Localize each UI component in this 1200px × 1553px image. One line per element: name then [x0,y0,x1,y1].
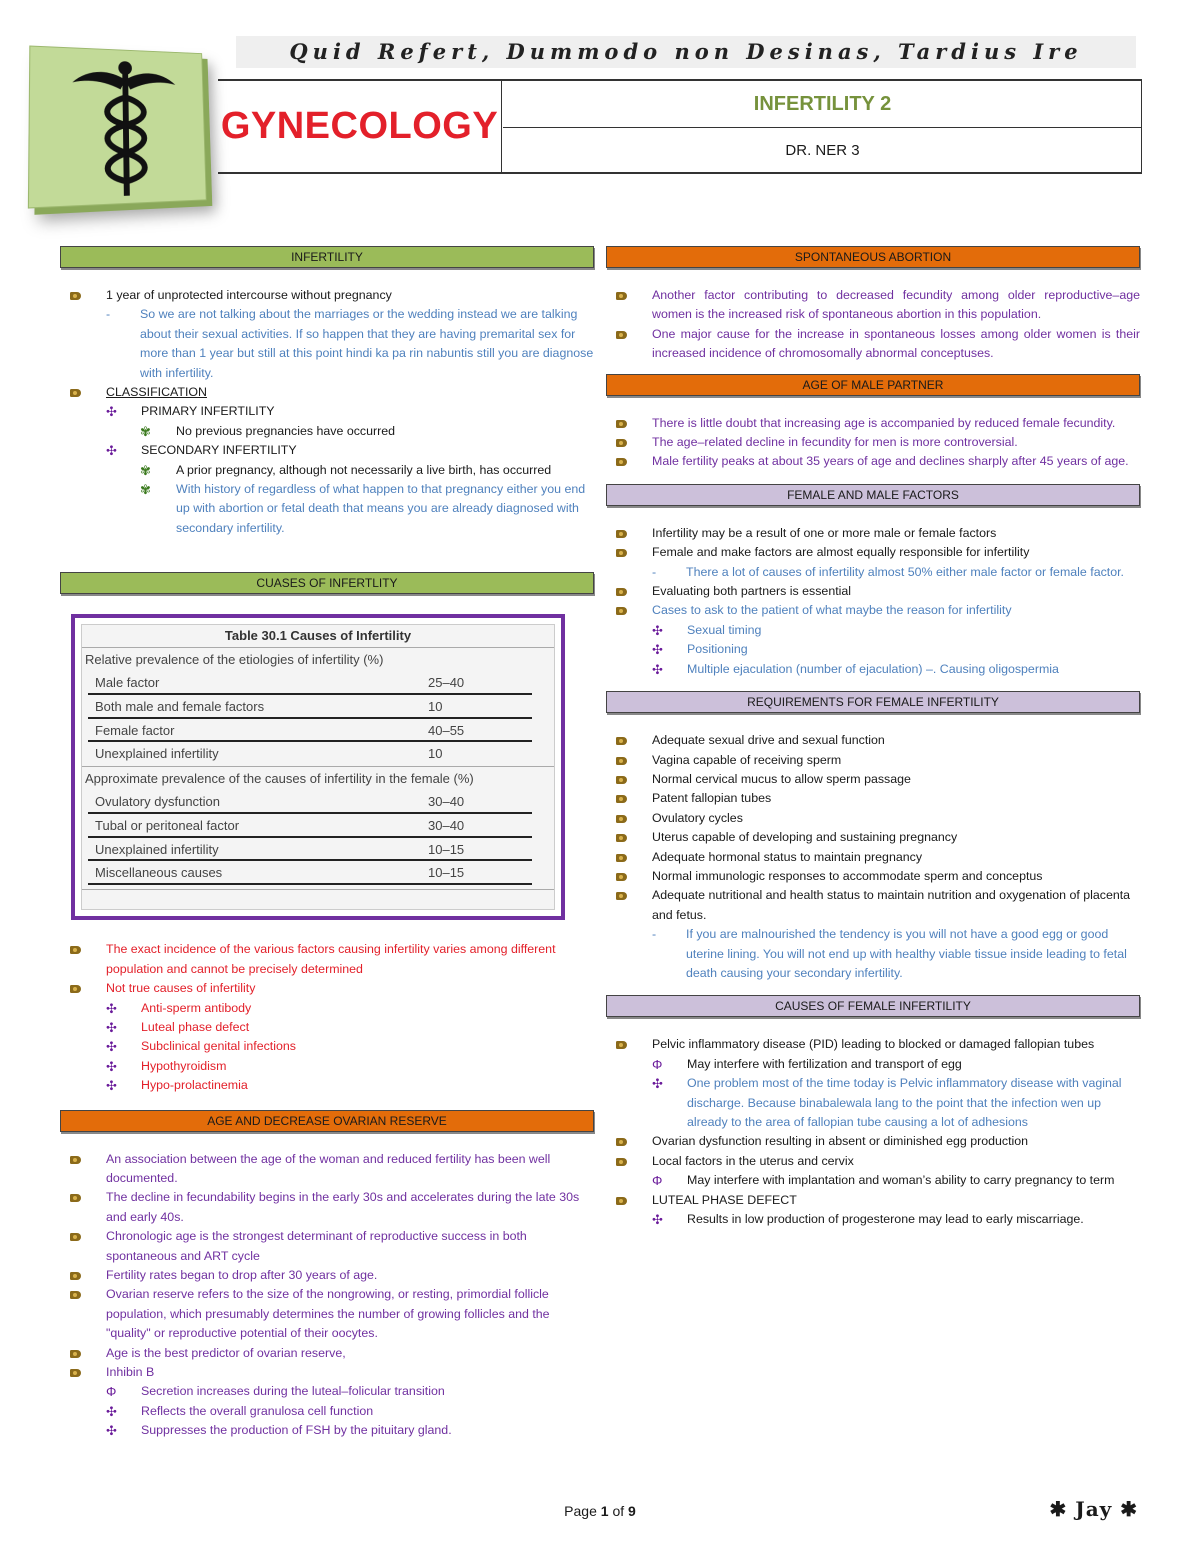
list-item: ✣ Subclinical genital infections [60,1037,594,1056]
table-row: Male factor 25–40 [88,671,532,695]
cross-icon: ✣ [652,1076,663,1092]
subject-cell [218,81,502,172]
title-block [218,79,1142,174]
bullet-icon [70,985,81,993]
ovarian-list [60,1150,594,1441]
cross-icon: ✣ [106,443,117,459]
subject-title: GYNECOLOGY [220,105,499,147]
table-group-header: Approximate prevalence of the causes of infertility in the female (%) [82,766,554,790]
list-item: Φ May interfere with implantation and woman’s ability to carry pregnancy to term [606,1171,1140,1190]
cross-icon: ✣ [652,622,663,638]
list-item: Cases to ask to the patient of what maybe the reason for infertility [606,601,1140,620]
section-header-causes: CUASES OF INFERTLITY [60,572,594,594]
list-item: One major cause for the increase in spontaneous losses among older women is their increased incidence of chromosomally abnormal conceptuses. [606,325,1140,364]
dash-icon: - [106,307,111,322]
list-item: ✾ With history of regardless of what happen to that pregnancy either you end up with abortion or fetal death that means you are already diagnosed with secondary infertility. [140,482,586,535]
list-item: An association between the age of the woman and reduced fertility has been well documented. [60,1150,594,1189]
table-row: Female factor 40–55 [88,719,532,743]
bullet-icon [70,1291,81,1299]
list-item: There is little doubt that increasing age is accompanied by reduced female fecundity. [606,414,1140,433]
bullet-icon [70,389,81,397]
caduceus-icon [70,56,180,200]
bullet-icon [616,607,627,615]
list-item: ✣ Results in low production of progesterone may lead to early miscarriage. [606,1210,1140,1229]
bullet-icon [616,458,627,466]
table-row: Ovulatory dysfunction 30–40 [88,790,532,814]
requirements-list [606,731,1140,983]
list-item: ✣ Luteal phase defect [60,1018,594,1037]
list-item: Φ Secretion increases during the luteal–folicular transition [60,1382,594,1401]
bullet-icon [70,1369,81,1377]
bullet-icon [70,1194,81,1202]
list-item: ✣ Positioning [606,640,1140,659]
list-item: ✣ One problem most of the time today is Pelvic inflammatory disease with vaginal discharge. Because binabalewala lang to the point that the infection wen up already to the area of fallopian tube causing a lot of adhesions [652,1076,1122,1129]
causes-table-figure [71,614,565,920]
topic-cell [503,81,1142,128]
border-line [1141,81,1142,172]
list-item: - If you are malnourished the tendency is you will not have a good egg or good uterine lining. You will not end up with healthy viable tissue inside leading to fetal death causing your secondary infertility. [652,927,1127,980]
lecturer-cell [503,129,1142,172]
table-group-header: Relative prevalence of the etiologies of infertility (%) [82,647,554,671]
leaf-icon: ✾ [140,423,151,439]
list-item: Another factor contributing to decreased fecundity among older reproductive–age women is the increased risk of spontaneous abortion in this population. [606,286,1140,325]
bullet-icon [616,815,627,823]
cross-icon: ✣ [106,1000,117,1016]
section-header-factors: FEMALE AND MALE FACTORS [606,484,1140,506]
bullet-icon [616,439,627,447]
list-item: Φ May interfere with fertilization and transport of egg [606,1055,1140,1074]
list-item: - So we are not talking about the marriages or the wedding instead we are talking about their sexual activities. If so happen that they are having premarital sex for more than 1 year but still at this point hindi ka pa rin nabuntis still you are diagnose with infertility. [106,307,594,380]
list-item: Infertility may be a result of one or more male or female factors [606,524,1140,543]
bullet-icon [70,1350,81,1358]
table-row: Both male and female factors 10 [88,695,532,719]
cross-icon: ✣ [106,1019,117,1035]
list-item: Ovarian reserve refers to the size of the nongrowing, or resting, primordial follicle population, which presumably determines the number of growing follicles and the "quality" or reproductive potential of their oocytes. [60,1285,594,1343]
causes-list [60,940,594,1095]
bullet-icon [616,1041,627,1049]
list-item: Adequate hormonal status to maintain pregnancy [606,848,1140,867]
cross-icon: ✣ [652,642,663,658]
bullet-icon [616,737,627,745]
list-item: Female and make factors are almost equally responsible for infertility [606,543,1140,562]
list-item: Vagina capable of receiving sperm [606,751,1140,770]
infertility-list [60,286,594,538]
bullet-icon [616,1138,627,1146]
list-item: Normal immunologic responses to accommodate sperm and conceptus [606,867,1140,886]
section-header-female-causes: CAUSES OF FEMALE INFERTILITY [606,995,1140,1017]
leaf-icon: ✾ [140,462,151,478]
bullet-icon [616,1158,627,1166]
list-item: ✣ Anti-sperm antibody [60,999,594,1018]
cross-icon: ✣ [106,1078,117,1094]
list-item: Pelvic inflammatory disease (PID) leading to blocked or damaged fallopian tubes [606,1035,1140,1054]
left-column [60,246,594,1441]
section-header-ovarian: AGE AND DECREASE OVARIAN RESERVE [60,1110,594,1132]
list-item: Not true causes of infertility [60,979,594,998]
phi-icon: Φ [652,1056,663,1072]
lecturer-name: DR. NER 3 [785,142,860,159]
table-footer [82,889,554,913]
dash-icon: - [652,564,657,579]
table-row: Tubal or peritoneal factor 30–40 [88,814,532,838]
list-item: Evaluating both partners is essential [606,582,1140,601]
bullet-icon [616,588,627,596]
list-item: Normal cervical mucus to allow sperm passage [606,770,1140,789]
caduceus-logo [26,42,216,237]
list-item: Chronologic age is the strongest determinant of reproductive success in both spontaneous and ART cycle [60,1227,594,1266]
cross-icon: ✣ [106,1403,117,1419]
bullet-icon [70,1156,81,1164]
list-item: ✣ Hypothyroidism [60,1057,594,1076]
list-item: ✾ A prior pregnancy, although not necessarily a live birth, has occurred [60,461,594,480]
author-signature: ✱ Jay ✱ [1049,1497,1138,1521]
section-header-infertility: INFERTILITY [60,246,594,268]
list-item: Ovarian dysfunction resulting in absent or diminished egg production [606,1132,1140,1151]
list-item: LUTEAL PHASE DEFECT [606,1191,1140,1210]
bullet-icon [70,946,81,954]
bullet-icon [70,292,81,300]
list-item: Male fertility peaks at about 35 years of age and declines sharply after 45 years of age. [606,452,1140,471]
list-item: Patent fallopian tubes [606,789,1140,808]
bullet-icon [616,292,627,300]
list-item: ✣ Multiple ejaculation (number of ejaculation) –. Causing oligospermia [606,660,1140,679]
table-row: Unexplained infertility 10 [95,746,443,762]
list-item: - There a lot of causes of infertility almost 50% either male factor or female factor. [606,563,1140,582]
cross-icon: ✣ [652,661,663,677]
list-item: ✣ SECONDARY INFERTILITY [60,441,594,460]
table-row: Unexplained infertility 10–15 [88,838,532,862]
table-row: Miscellaneous causes 10–15 [88,861,532,885]
cross-icon: ✣ [106,1423,117,1439]
bullet-icon [616,1197,627,1205]
causes-table [81,624,555,910]
list-item: Fertility rates began to drop after 30 years of age. [60,1266,594,1285]
bullet-icon [616,331,627,339]
list-item: Adequate nutritional and health status to maintain nutrition and oxygenation of placenta and fetus. [606,886,1140,925]
page-number: Page 1 of 9 [564,1503,636,1519]
phi-icon: Φ [652,1173,663,1189]
bullet-icon [70,1233,81,1241]
right-column [606,246,1140,1229]
abortion-list [606,286,1140,364]
list-item: The age–related decline in fecundity for men is more controversial. [606,433,1140,452]
leaf-icon: ✾ [140,482,151,498]
bullet-icon [616,530,627,538]
bullet-icon [616,776,627,784]
cross-icon: ✣ [652,1212,663,1228]
list-item: The exact incidence of the various factors causing infertility varies among different population and cannot be precisely determined [60,940,594,979]
section-header-abortion: SPONTANEOUS ABORTION [606,246,1140,268]
cross-icon: ✣ [106,1039,117,1055]
list-item: ✣ PRIMARY INFERTILITY [60,402,594,421]
bullet-icon [616,420,627,428]
bullet-icon [616,873,627,881]
table-title: Table 30.1 Causes of Infertility [224,628,412,644]
bullet-icon [616,795,627,803]
bullet-icon [616,549,627,557]
list-item: The decline in fecundability begins in the early 30s and accelerates during the late 30s and early 40s. [60,1188,594,1227]
list-item: Uterus capable of developing and sustaining pregnancy [606,828,1140,847]
topic-title: INFERTILITY 2 [753,92,892,115]
list-item: Local factors in the uterus and cervix [606,1152,1140,1171]
phi-icon: Φ [106,1384,117,1400]
list-item: Ovulatory cycles [606,809,1140,828]
list-item: ✣ Sexual timing [606,621,1140,640]
list-item: Adequate sexual drive and sexual function [606,731,1140,750]
list-item: Inhibin B [60,1363,594,1382]
list-item: 1 year of unprotected intercourse without pregnancy [60,286,594,305]
list-item: ✾ No previous pregnancies have occurred [60,422,594,441]
dash-icon: - [652,927,657,942]
cross-icon: ✣ [106,1058,117,1074]
list-item: ✣ Reflects the overall granulosa cell function [60,1402,594,1421]
section-header-requirements: REQUIREMENTS FOR FEMALE INFERTILITY [606,691,1140,713]
factors-list [606,524,1140,679]
list-item: ✣ Suppresses the production of FSH by the pituitary gland. [60,1421,594,1440]
list-item: CLASSIFICATION [60,383,594,402]
bullet-icon [616,757,627,765]
bullet-icon [616,854,627,862]
bullet-icon [616,892,627,900]
male-age-list [606,414,1140,472]
motto-banner: Quid Refert, Dummodo non Desinas, Tardius Ire [236,36,1136,68]
bullet-icon [616,834,627,842]
cross-icon: ✣ [106,404,117,420]
female-causes-list [606,1035,1140,1229]
bullet-icon [70,1272,81,1280]
list-item: Age is the best predictor of ovarian reserve, [60,1344,594,1363]
list-item: ✣ Hypo-prolactinemia [60,1076,594,1095]
section-header-male-age: AGE OF MALE PARTNER [606,374,1140,396]
